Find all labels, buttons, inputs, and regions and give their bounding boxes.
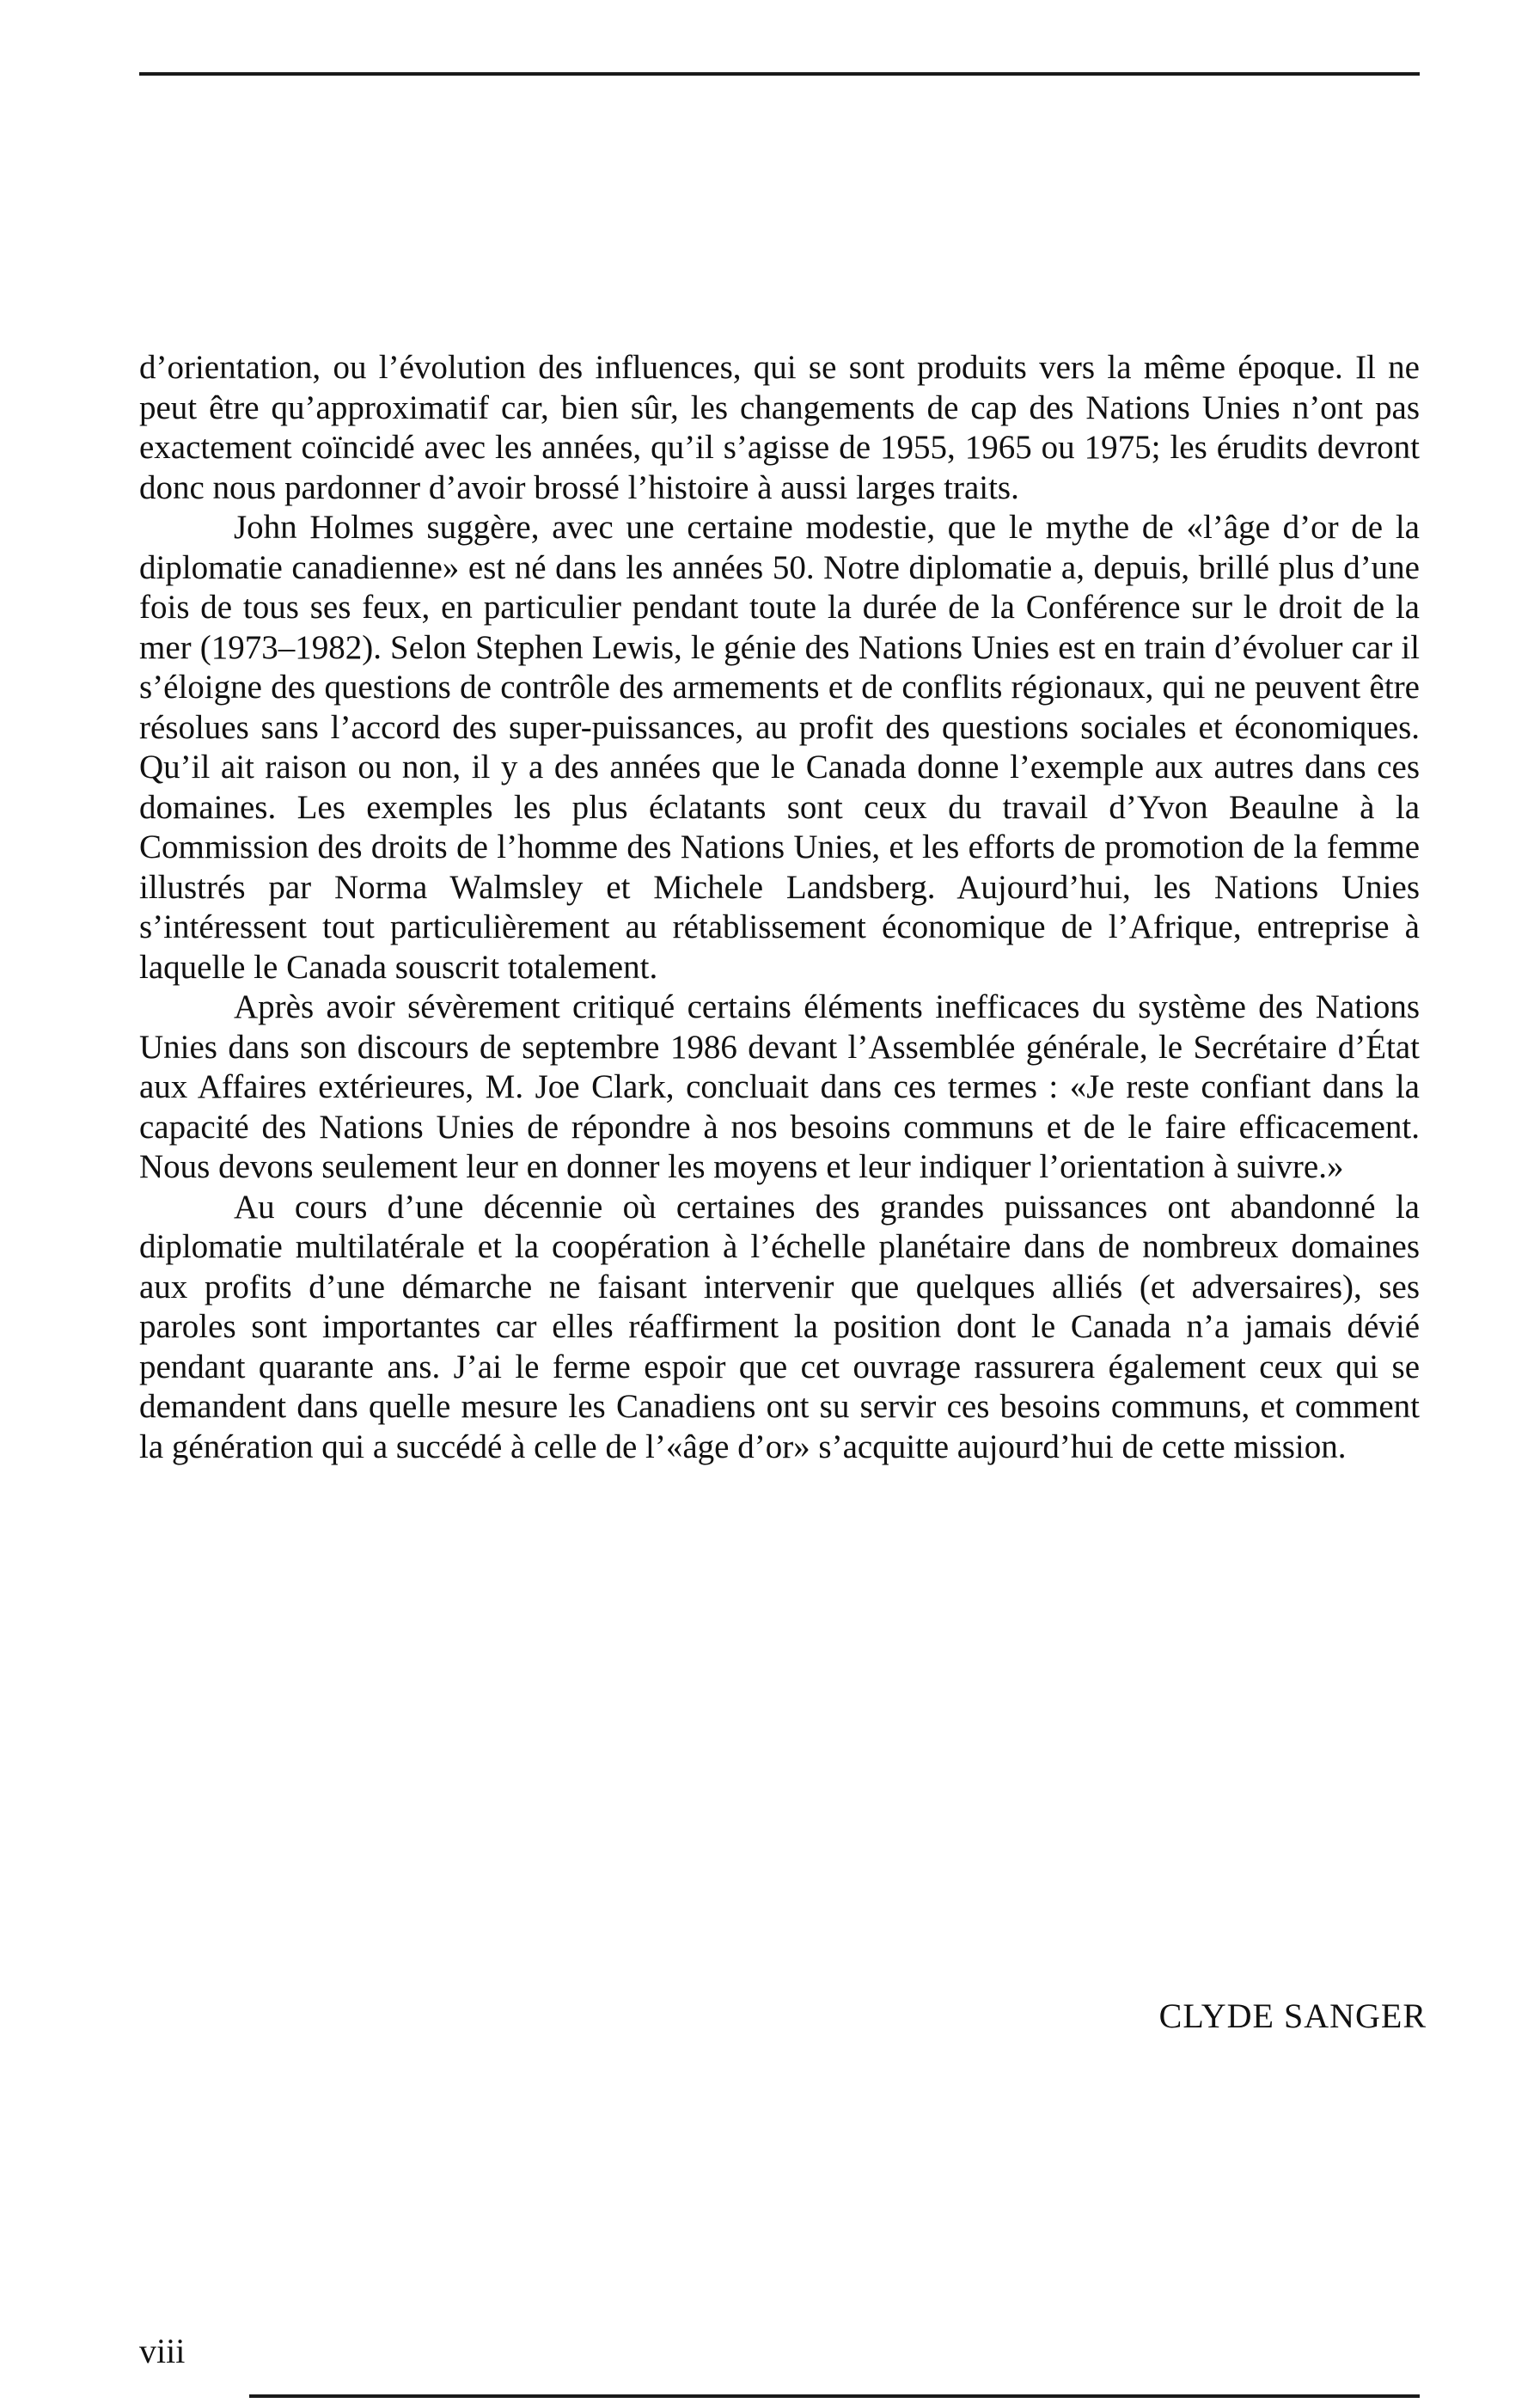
paragraph-continuation: d’orientation, ou l’évolution des influences, qui se sont produits vers la même époque. Il ne peut être qu’approximatif car, bien sûr, les changements de cap des Nations Unies n’ont pas exactement coïncidé avec les années, qu’il s’agisse de 1955, 1965 ou 1975; les érudits devront donc nous pardonner d’avoir brossé l’histoire à aussi larges traits. — [139, 349, 1420, 506]
body-text — [139, 348, 1420, 1467]
paragraph-decennie: Au cours d’une décennie où certaines des grandes puissances ont abandonné la diplomatie multilatérale et la coopération à l’échelle planétaire dans de nombreux domaines aux profits d’une démarche ne faisant intervenir que quelques alliés (et adversaires), ses paroles sont importantes car elles réaffirment la position dont le Canada n’a jamais dévié pendant quarante ans. J’ai le ferme espoir que cet ouvrage rassurera également ceux qui se demandent dans quelle mesure les Canadiens ont su servir ces besoins communs, et comment la génération qui a succédé à celle de l’«âge d’or» s’acquitte aujourd’hui de cette mission. — [139, 1188, 1420, 1465]
header-rule — [139, 72, 1420, 76]
paragraph-clark: Après avoir sévèrement critiqué certains éléments inefficaces du système des Nations Unies dans son discours de septembre 1986 devant l’Assemblée générale, le Secrétaire d’État aux Affaires extérieures, M. Joe Clark, concluait dans ces termes : «Je reste confiant dans la capacité des Nations Unies de répondre à nos besoins communs et de le faire efficacement. Nous devons seulement leur en donner les moyens et leur indiquer l’orientation à suivre.» — [139, 988, 1420, 1185]
page-number: viii — [139, 2332, 186, 2370]
author-signature: CLYDE SANGER — [1158, 1996, 1427, 2035]
footer-rule — [249, 2394, 1420, 2398]
paragraph-holmes: John Holmes suggère, avec une certaine modestie, que le mythe de «l’âge d’or de la diplomatie canadienne» est né dans les années 50. Notre diplomatie a, depuis, brillé plus d’une fois de tous ses feux, en particulier pendant toute la durée de la Conférence sur le droit de la mer (1973–1982). Selon Stephen Lewis, le génie des Nations Unies est en train d’évoluer car il s’éloigne des questions de contrôle des armements et de conflits régionaux, qui ne peuvent être résolues sans l’accord des super-puissances, au profit des questions sociales et économiques. Qu’il ait raison ou non, il y a des années que le Canada donne l’exemple aux autres dans ces domaines. Les exemples les plus éclatants sont ceux du travail d’Yvon Beaulne à la Commission des droits de l’homme des Nations Unies, et les efforts de promotion de la femme illustrés par Norma Walmsley et Michele Landsberg. Aujourd’hui, les Nations Unies s’intéressent tout particulièrement au rétablissement économique de l’Afrique, entreprise à laquelle le Canada souscrit totalement. — [139, 509, 1420, 986]
